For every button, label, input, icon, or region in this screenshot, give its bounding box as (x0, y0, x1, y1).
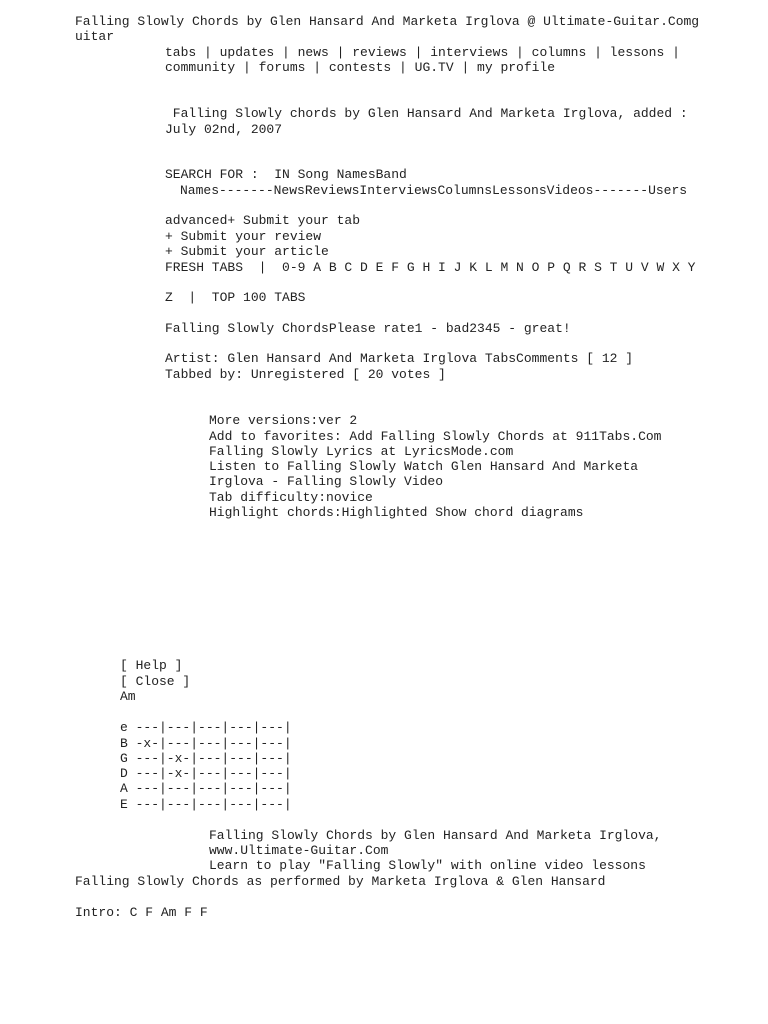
chord-name: Am (120, 689, 136, 704)
submit-review-link[interactable]: + Submit your review (165, 229, 322, 244)
page-title-continued: uitar (75, 29, 115, 44)
top-100-tabs-link[interactable]: Z | TOP 100 TABS (165, 290, 306, 305)
chord-diagram-string-g: G ---|-x-|---|---|---| (120, 751, 292, 766)
footer-title: Falling Slowly Chords by Glen Hansard And Marketa Irglova, (209, 828, 662, 843)
page-title: Falling Slowly Chords by Glen Hansard And Marketa Irglova @ Ultimate-Guitar.Comg (75, 14, 700, 29)
chord-diagram-string-b: B -x-|---|---|---|---| (120, 736, 292, 751)
song-added-date: July 02nd, 2007 (165, 122, 283, 137)
footer-site-link[interactable]: www.Ultimate-Guitar.Com (209, 843, 389, 858)
song-heading: Falling Slowly chords by Glen Hansard And Marketa Irglova, added : (165, 106, 688, 121)
highlight-chords-toggle[interactable]: Highlight chords:Highlighted Show chord diagrams (209, 505, 584, 520)
close-button[interactable]: [ Close ] (120, 674, 191, 689)
rating-line[interactable]: Falling Slowly ChordsPlease rate1 - bad2345 - great! (165, 321, 571, 336)
lyrics-link[interactable]: Falling Slowly Lyrics at LyricsMode.com (209, 444, 514, 459)
listen-video-link[interactable]: Listen to Falling Slowly Watch Glen Hansard And Marketa (209, 459, 639, 474)
submit-tab-link[interactable]: advanced+ Submit your tab (165, 213, 361, 228)
listen-video-link-continued[interactable]: Irglova - Falling Slowly Video (209, 474, 444, 489)
more-versions-link[interactable]: More versions:ver 2 (209, 413, 358, 428)
tab-difficulty: Tab difficulty:novice (209, 490, 373, 505)
top-nav-links-secondary[interactable]: community | forums | contests | UG.TV | my profile (165, 60, 556, 75)
performed-by-line: Falling Slowly Chords as performed by Marketa Irglova & Glen Hansard (75, 874, 606, 889)
search-categories[interactable]: Names-------NewsReviewsInterviewsColumnsLessonsVideos-------Users (180, 183, 688, 198)
tabbed-by-info: Tabbed by: Unregistered [ 20 votes ] (165, 367, 446, 382)
artist-info[interactable]: Artist: Glen Hansard And Marketa Irglova TabsComments [ 12 ] (165, 351, 634, 366)
help-button[interactable]: [ Help ] (120, 658, 183, 673)
top-nav-links[interactable]: tabs | updates | news | reviews | interviews | columns | lessons | (165, 45, 680, 60)
chord-diagram-string-d: D ---|-x-|---|---|---| (120, 766, 292, 781)
chord-diagram-string-e: e ---|---|---|---|---| (120, 720, 292, 735)
video-lessons-link[interactable]: Learn to play "Falling Slowly" with online video lessons (209, 858, 646, 873)
search-bar[interactable]: SEARCH FOR : IN Song NamesBand (165, 167, 407, 182)
chord-diagram-string-low-e: E ---|---|---|---|---| (120, 797, 292, 812)
submit-article-link[interactable]: + Submit your article (165, 244, 329, 259)
chord-diagram-string-a: A ---|---|---|---|---| (120, 781, 292, 796)
fresh-tabs-alphabet[interactable]: FRESH TABS | 0-9 A B C D E F G H I J K L M N O P Q R S T U V W X Y (165, 260, 696, 275)
add-to-favorites-link[interactable]: Add to favorites: Add Falling Slowly Chords at 911Tabs.Com (209, 429, 662, 444)
intro-chords: Intro: C F Am F F (75, 905, 208, 920)
